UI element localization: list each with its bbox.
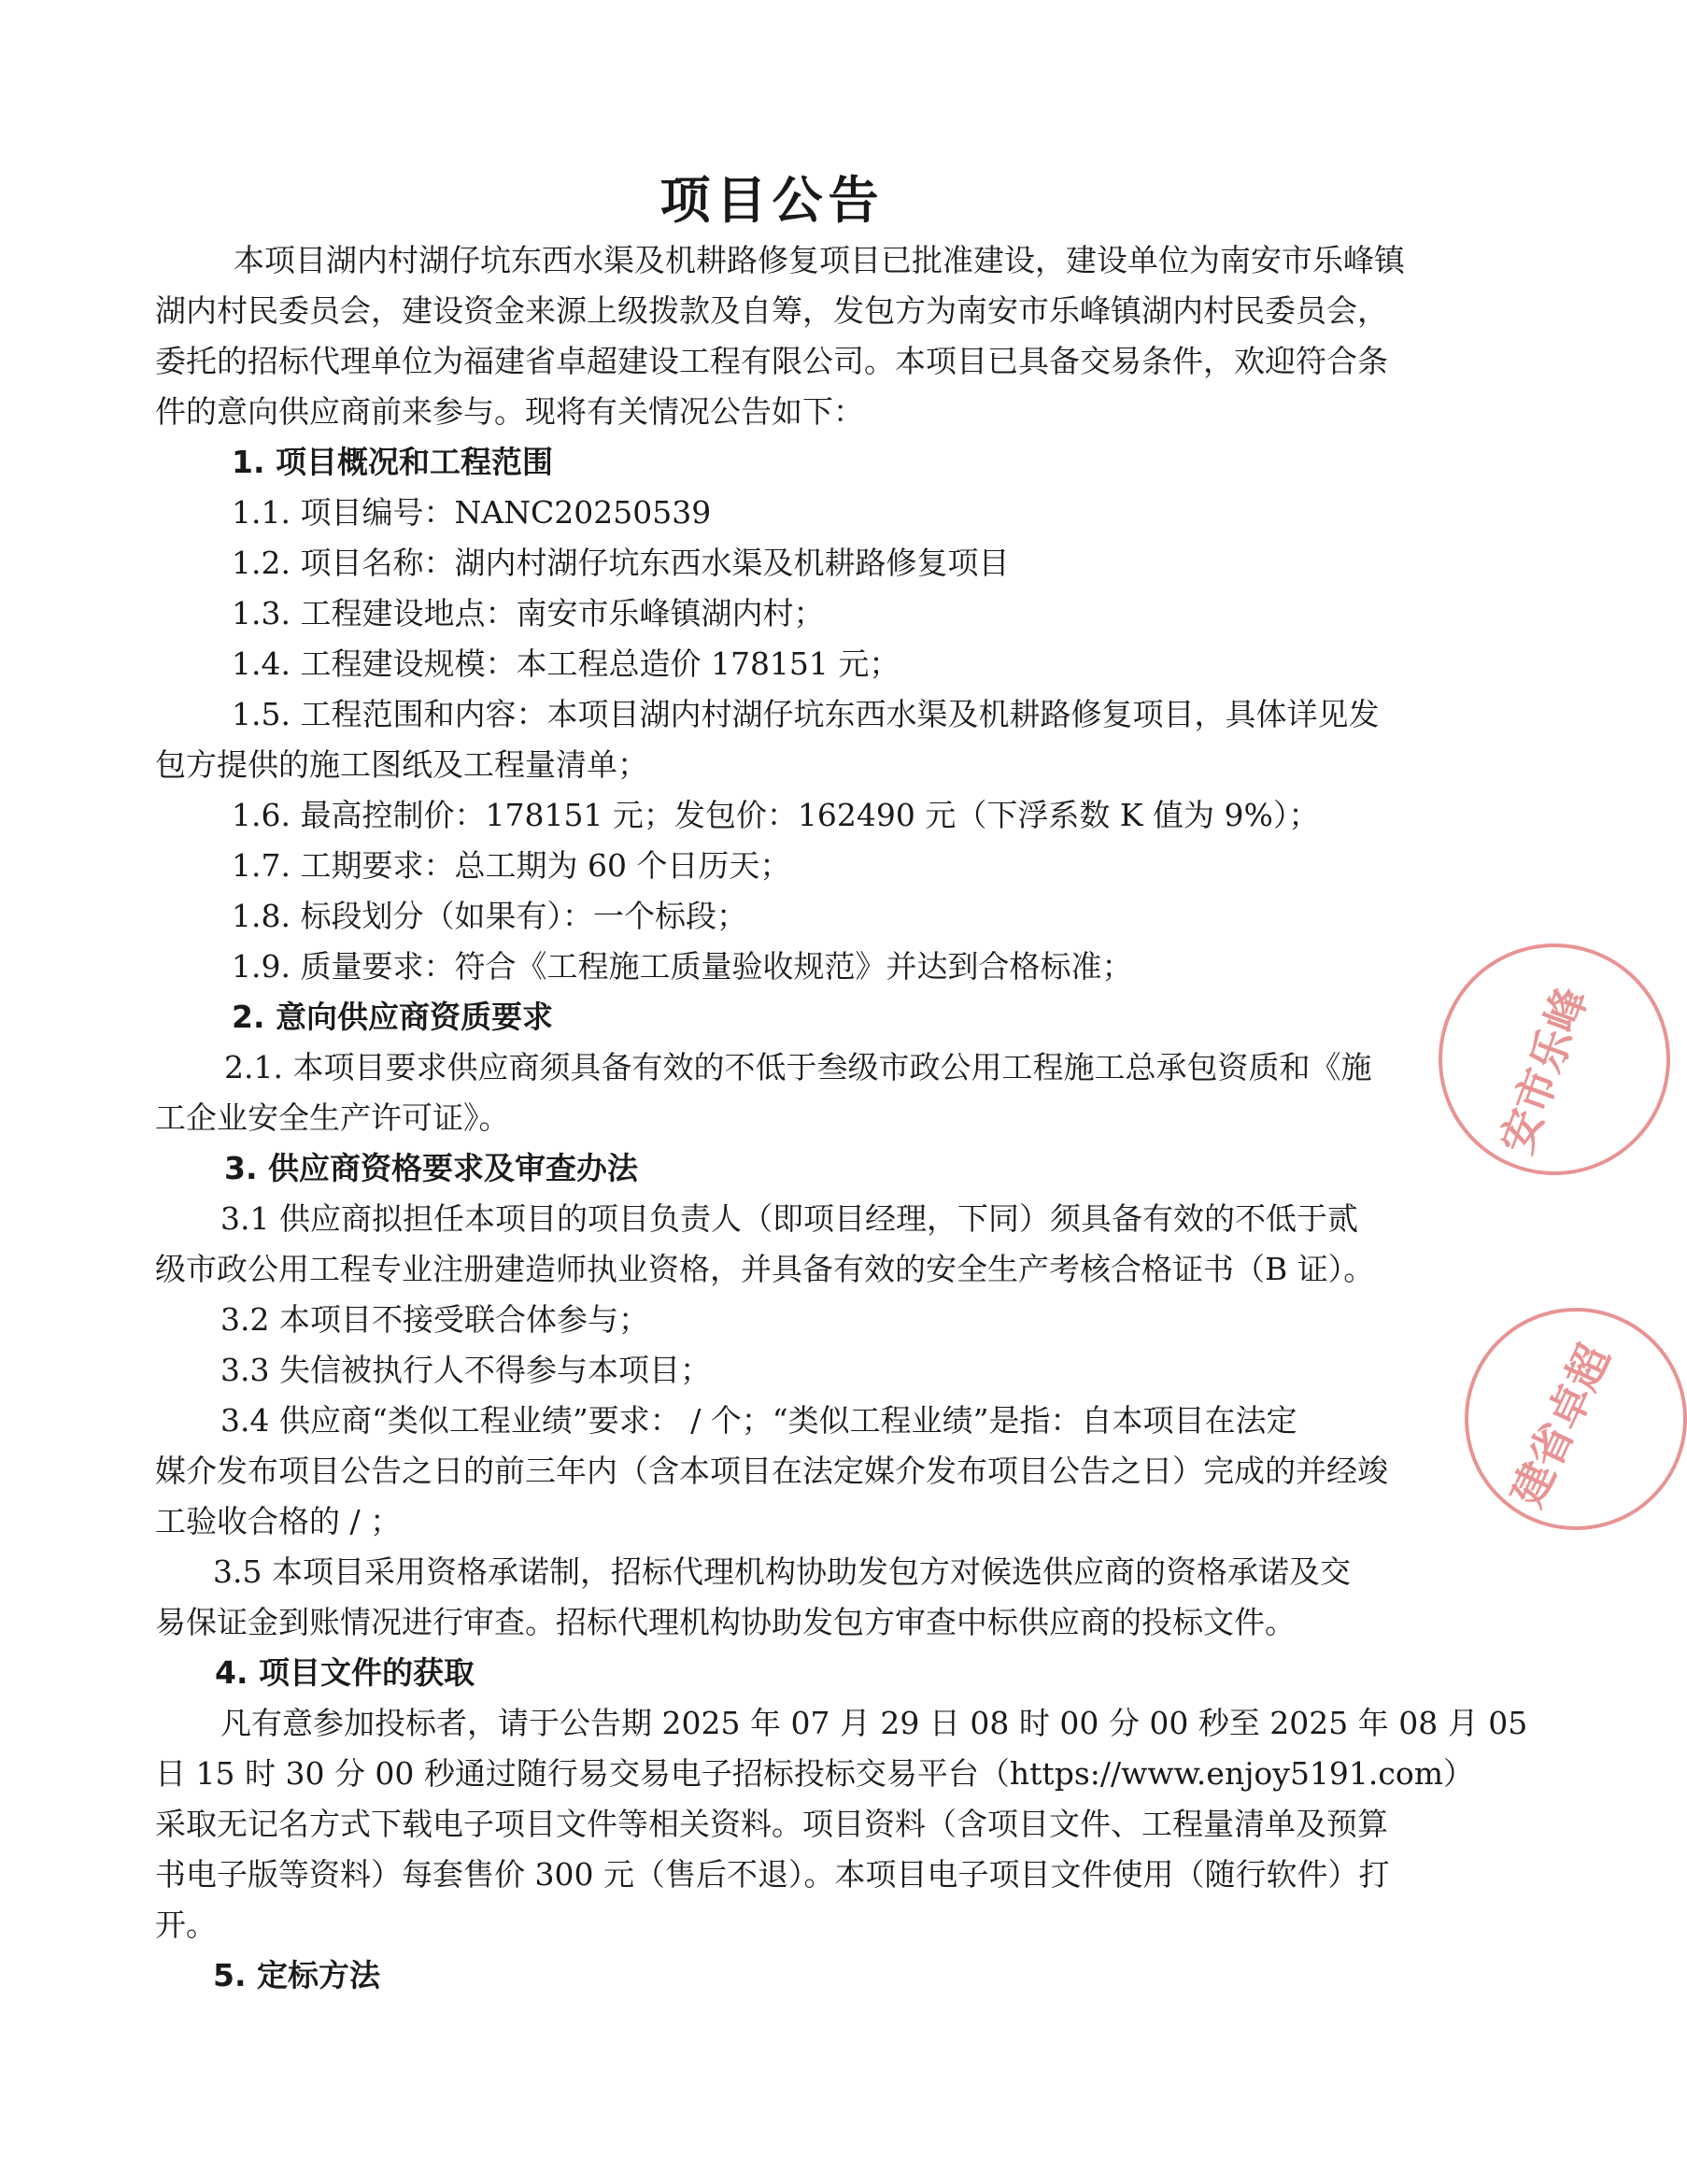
paragraph-line: 1.8. 标段划分（如果有）：一个标段； — [232, 898, 747, 934]
section-heading: 1. 项目概况和工程范围 — [232, 444, 553, 480]
paragraph-line: 书电子版等资料）每套售价 300 元（售后不退）。本项目电子项目文件使用（随行软件）打 — [155, 1856, 1390, 1893]
paragraph-line: 委托的招标代理单位为福建省卓超建设工程有限公司。本项目已具备交易条件，欢迎符合条 — [155, 343, 1388, 379]
paragraph-line: 工验收合格的 / ； — [155, 1503, 402, 1539]
paragraph-line: 媒介发布项目公告之日的前三年内（含本项目在法定媒介发布项目公告之日）完成的并经竣 — [155, 1453, 1388, 1489]
paragraph-line: 3.4 供应商“类似工程业绩”要求： / 个；“类似工程业绩”是指：自本项目在法定 — [220, 1402, 1297, 1439]
paragraph-line: 工企业安全生产许可证》。 — [155, 1099, 510, 1136]
paragraph-line: 3.1 供应商拟担任本项目的项目负责人（即项目经理，下同）须具备有效的不低于贰 — [220, 1200, 1358, 1237]
paragraph-line: 采取无记名方式下载电子项目文件等相关资料。项目资料（含项目文件、工程量清单及预算 — [155, 1806, 1388, 1842]
paragraph-line: 日 15 时 30 分 00 秒通过随行易交易电子招标投标交易平台（https://www.enjoy5191.com） — [155, 1755, 1475, 1792]
paragraph-line: 1.4. 工程建设规模：本工程总造价 178151 元； — [232, 645, 900, 682]
paragraph-line: 1.5. 工程范围和内容：本项目湖内村湖仔坑东西水渠及机耕路修复项目，具体详见发 — [232, 696, 1380, 732]
paragraph-line: 包方提供的施工图纸及工程量清单； — [155, 746, 648, 783]
paragraph-line: 1.9. 质量要求：符合《工程施工质量验收规范》并达到合格标准； — [232, 948, 1133, 985]
paragraph-line: 件的意向供应商前来参与。现将有关情况公告如下： — [155, 393, 864, 430]
paragraph-line: 凡有意参加投标者，请于公告期 2025 年 07 月 29 日 08 时 00 分 00 秒至 2025 年 08 月 05 — [220, 1705, 1528, 1741]
paragraph-line: 1.6. 最高控制价：178151 元；发包价：162490 元（下浮系数 K 值为 9%）； — [232, 797, 1320, 833]
section-heading: 5. 定标方法 — [213, 1957, 380, 1993]
paragraph-line: 3.2 本项目不接受联合体参与； — [220, 1301, 649, 1338]
paragraph-line: 3.5 本项目采用资格承诺制，招标代理机构协助发包方对候选供应商的资格承诺及交 — [213, 1553, 1351, 1590]
section-heading: 4. 项目文件的获取 — [215, 1654, 475, 1691]
paragraph-line: 1.7. 工期要求：总工期为 60 个日历天； — [232, 847, 791, 884]
paragraph-line: 级市政公用工程专业注册建造师执业资格，并具备有效的安全生产考核合格证书（B 证）。 — [155, 1251, 1375, 1287]
section-heading: 3. 供应商资格要求及审查办法 — [224, 1150, 638, 1186]
red-seal-stamp — [1465, 1308, 1687, 1530]
paragraph-line: 易保证金到账情况进行审查。招标代理机构协助发包方审查中标供应商的投标文件。 — [155, 1604, 1296, 1640]
stamp-text: 安市乐峰 — [1490, 981, 1597, 1160]
document-title: 项目公告 — [659, 171, 885, 230]
paragraph-line: 2.1. 本项目要求供应商须具备有效的不低于叁级市政公用工程施工总承包资质和《施 — [224, 1049, 1372, 1085]
section-heading: 2. 意向供应商资质要求 — [232, 999, 553, 1035]
paragraph-line: 湖内村民委员会，建设资金来源上级拨款及自筹，发包方为南安市乐峰镇湖内村民委员会， — [155, 292, 1388, 329]
paragraph-line: 1.2. 项目名称：湖内村湖仔坑东西水渠及机耕路修复项目 — [232, 545, 1010, 581]
stamp-text: 建省卓超 — [1501, 1337, 1621, 1515]
paragraph-line: 3.3 失信被执行人不得参与本项目； — [220, 1352, 711, 1388]
red-seal-stamp — [1439, 943, 1670, 1175]
paragraph-line: 1.3. 工程建设地点：南安市乐峰镇湖内村； — [232, 595, 825, 631]
paragraph-line: 本项目湖内村湖仔坑东西水渠及机耕路修复项目已批准建设，建设单位为南安市乐峰镇 — [234, 242, 1405, 278]
paragraph-line: 开。 — [155, 1907, 217, 1943]
paragraph-line: 1.1. 项目编号：NANC20250539 — [232, 494, 712, 531]
